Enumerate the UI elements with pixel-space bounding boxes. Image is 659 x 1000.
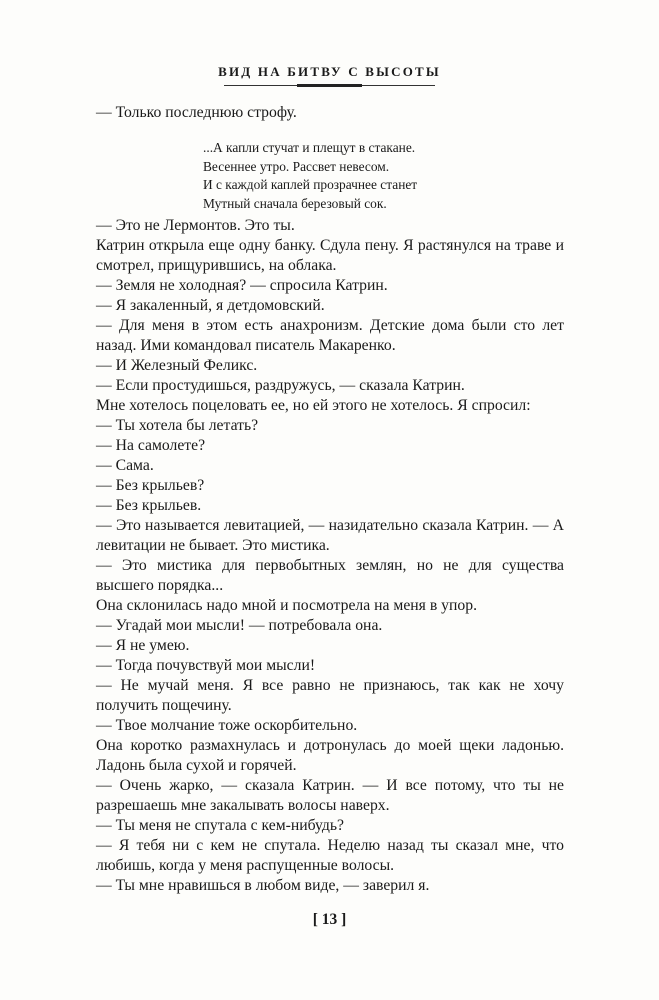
paragraph: — И Железный Феликс. [96,357,258,374]
paragraph: — Я тебя ни с кем не спутала. Неделю назад ты сказал мне, что любишь, когда у меня распущенные волосы. [96,837,564,874]
paragraph: — На самолете? [96,437,206,454]
paragraph: Мне хотелось поцеловать ее, но ей этого не хотелось. Я спросил: [96,397,531,414]
paragraph: — Не мучай меня. Я все равно не признаюсь, так как не хочу получить пощечину. [96,677,564,714]
header-rule-accent [297,84,362,87]
paragraph: — Без крыльев? [96,477,205,494]
paragraph: — Это не Лермонтов. Это ты. [96,217,295,234]
paragraph: Катрин открыла еще одну банку. Сдула пену. Я растянулся на траве и смотрел, прищурившись, на облака. [96,237,564,274]
poem-line: Мутный сначала березовый сок. [203,195,387,211]
intro-line [96,103,564,123]
paragraph: — Твое молчание тоже оскорбительно. [96,717,358,734]
paragraph: — Земля не холодная? — спросила Катрин. [96,277,388,294]
paragraph: — Очень жарко, — сказала Катрин. — И все потому, что ты не разрешаешь мне закалывать волосы наверх. [96,777,564,814]
paragraph: — Если простудишься, раздружусь, — сказала Катрин. [96,377,465,394]
paragraph: — Для меня в этом есть анахронизм. Детские дома были сто лет назад. Ими командовал писатель Макаренко. [96,317,564,354]
paragraph: — Тогда почувствуй мои мысли! [96,657,316,674]
paragraph: — Ты мне нравишься в любом виде, — заверил я. [96,877,430,894]
paragraph: Она коротко размахнулась и дотронулась до моей щеки ладонью. Ладонь была сухой и горячей. [96,737,564,774]
paragraph: — Без крыльев. [96,497,202,514]
page-number: [ 13 ] [312,911,347,928]
body-text [96,216,564,896]
paragraph: — Ты хотела бы летать? [96,417,259,434]
paragraph: — Ты меня не спутала с кем-нибудь? [96,817,344,834]
running-header: ВИД НА БИТВУ С ВЫСОТЫ [218,64,441,79]
paragraph: — Это мистика для первобытных землян, но не для существа высшего порядка... [96,557,564,594]
paragraph: — Только последнюю строфу. [96,104,297,121]
paragraph: — Я закаленный, я детдомовский. [96,297,325,314]
poem-line: ...А капли стучат и плещут в стакане. [203,140,416,155]
paragraph: Она склонилась надо мной и посмотрела на меня в упор. [96,597,477,614]
paragraph: — Угадай мои мысли! — потребовала она. [96,617,383,634]
paragraph: — Это называется левитацией, — назидательно сказала Катрин. — А левитации не бывает. Это мистика. [96,517,564,554]
paragraph: — Сама. [96,457,154,474]
poem-stanza [203,139,417,213]
poem-line: Весеннее утро. Рассвет невесом. [203,158,390,174]
poem-line: И с каждой каплей прозрачнее станет [203,177,418,192]
paragraph: — Я не умею. [96,637,190,654]
